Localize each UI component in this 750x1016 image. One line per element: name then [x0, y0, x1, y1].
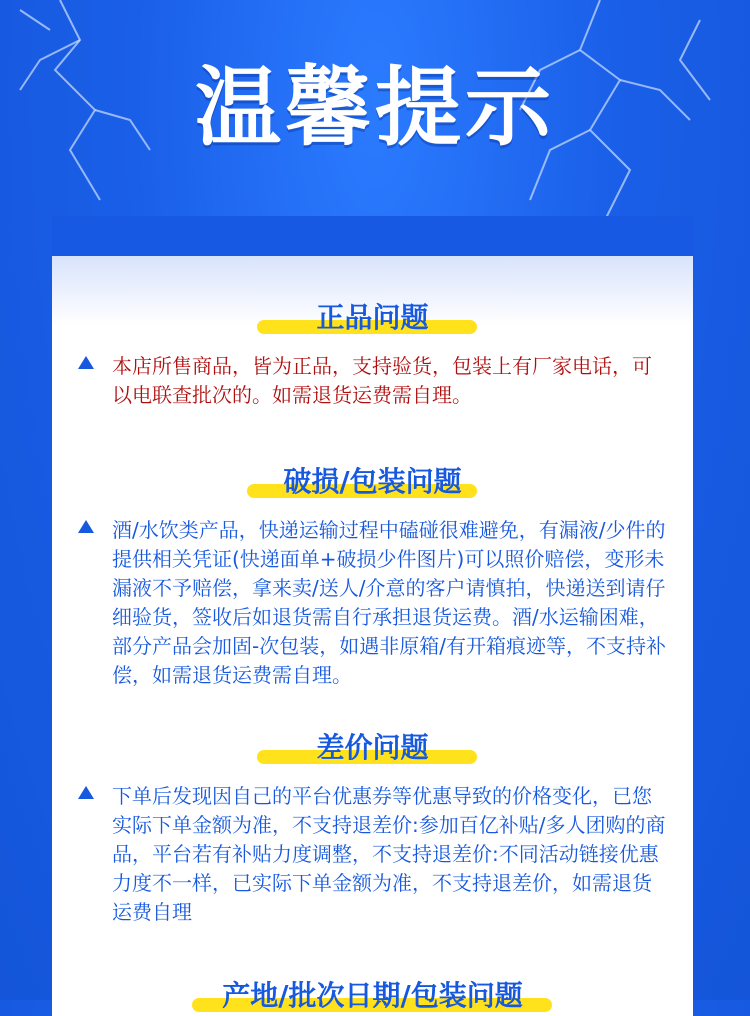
section-title: 正品问题 [316, 301, 429, 334]
section-heading [52, 976, 693, 1016]
section-damage [52, 462, 693, 690]
triangle-bullet-icon [78, 786, 94, 799]
section-heading [52, 462, 693, 502]
list-item [52, 516, 693, 690]
triangle-bullet-icon [78, 520, 94, 533]
list-item [52, 782, 693, 927]
card-header-band [52, 216, 693, 256]
section-text: 酒/水饮类产品，快递运输过程中磕碰很难避免，有漏液/少件的提供相关凭证(快递面单+破损少件图片)可以照价赔偿，变形未漏液不予赔偿，拿来卖/送人/介意的客户请慎拍，快递送到请仔细验货，签收后如退货需自行承担退货运费。酒/水运输困难，部分产品会加固-次包装，如遇非原箱/有开箱痕迹等，不支持补偿，如需退货运费需自理。 [112, 518, 666, 687]
section-title: 破损/包装问题 [283, 465, 462, 498]
section-heading [52, 728, 693, 768]
triangle-bullet-icon [78, 356, 94, 369]
section-price-difference [52, 728, 693, 927]
list-item [52, 352, 693, 410]
section-origin-batch [52, 976, 693, 1016]
notice-card [52, 216, 693, 1016]
section-text: 下单后发现因自己的平台优惠券等优惠导致的价格变化，已您实际下单金额为准，不支持退差价:参加百亿补贴/多人团购的商品，平台若有补贴力度调整，不支持退差价:不同活动链接优惠力度不一样，已实际下单金额为准，不支持退差价，如需退货运费自理 [112, 784, 666, 924]
section-title: 差价问题 [316, 731, 429, 764]
section-heading [52, 298, 693, 338]
section-title: 产地/批次日期/包装问题 [222, 979, 523, 1012]
page-title: 温馨提示 [195, 58, 555, 158]
section-authenticity [52, 298, 693, 410]
section-text: 本店所售商品，皆为正品，支持验货，包装上有厂家电话，可以电联查批次的。如需退货运费需自理。 [112, 354, 652, 407]
